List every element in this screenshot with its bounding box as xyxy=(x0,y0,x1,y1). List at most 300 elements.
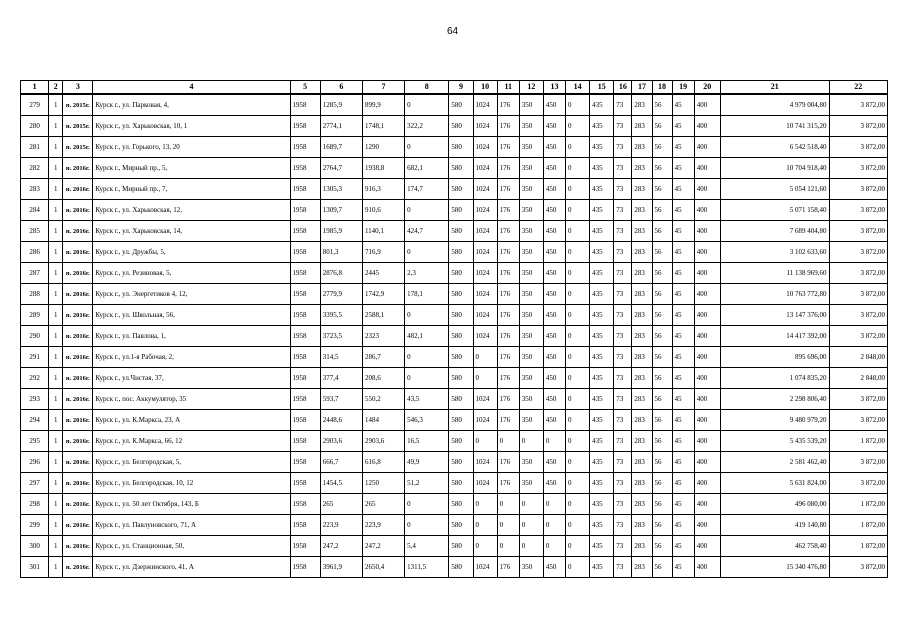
table-cell: н. 2016г. xyxy=(63,263,93,284)
table-cell: 3 872,00 xyxy=(829,473,888,494)
table-row xyxy=(21,410,888,431)
column-header: 7 xyxy=(362,81,404,95)
table-cell: 56 xyxy=(652,536,672,557)
table-cell: 1958 xyxy=(290,326,320,347)
table-cell: Курск г., ул. Станционная, 50, xyxy=(93,536,290,557)
table-cell: н. 2016г. xyxy=(63,557,93,578)
table-cell: 580 xyxy=(449,515,473,536)
table-cell: Курск г., ул. Белгородская, 5, xyxy=(93,452,290,473)
table-cell: 73 xyxy=(614,158,632,179)
table-row xyxy=(21,431,888,452)
table-cell: 283 xyxy=(632,242,652,263)
table-cell: 0 xyxy=(543,494,565,515)
table-cell: н. 2016г. xyxy=(63,452,93,473)
table-cell: 0 xyxy=(566,557,590,578)
column-header: 16 xyxy=(614,81,632,95)
table-cell: 5 631 824,00 xyxy=(720,473,829,494)
table-cell: 296 xyxy=(21,452,49,473)
table-cell: 176 xyxy=(497,284,519,305)
table-cell: 435 xyxy=(590,221,614,242)
table-cell: 45 xyxy=(672,263,694,284)
table-cell: 1 xyxy=(49,221,63,242)
table-cell: 45 xyxy=(672,389,694,410)
table-cell: 1 872,00 xyxy=(829,515,888,536)
table-cell: н. 2016г. xyxy=(63,221,93,242)
table-cell: 49,9 xyxy=(405,452,449,473)
table-cell: 283 xyxy=(632,116,652,137)
table-cell: 400 xyxy=(694,200,720,221)
table-cell: 400 xyxy=(694,242,720,263)
table-cell: 1958 xyxy=(290,410,320,431)
table-cell: 400 xyxy=(694,116,720,137)
table-cell: 299 xyxy=(21,515,49,536)
table-cell: 43,5 xyxy=(405,389,449,410)
table-cell: Курск г., ул. Белгородская, 10, 12 xyxy=(93,473,290,494)
table-cell: 435 xyxy=(590,431,614,452)
table-cell: 1 xyxy=(49,368,63,389)
table-cell: 176 xyxy=(497,389,519,410)
table-cell: 283 xyxy=(632,410,652,431)
table-cell: 435 xyxy=(590,94,614,116)
table-cell: 580 xyxy=(449,347,473,368)
table-cell: 400 xyxy=(694,305,720,326)
table-cell: 350 xyxy=(519,473,543,494)
table-cell: Курск г., пос. Аккумулятор, 35 xyxy=(93,389,290,410)
table-cell: 1 xyxy=(49,389,63,410)
table-cell: 580 xyxy=(449,326,473,347)
table-cell: 4 979 004,80 xyxy=(720,94,829,116)
column-header: 18 xyxy=(652,81,672,95)
table-cell: 580 xyxy=(449,557,473,578)
table-cell: 0 xyxy=(566,389,590,410)
table-cell: 0 xyxy=(566,284,590,305)
column-header: 6 xyxy=(320,81,362,95)
table-cell: 56 xyxy=(652,221,672,242)
table-cell: 3961,9 xyxy=(320,557,362,578)
table-row xyxy=(21,347,888,368)
table-cell: 283 xyxy=(632,305,652,326)
table-cell: 0 xyxy=(473,536,497,557)
registry-table xyxy=(20,80,888,578)
table-cell: 450 xyxy=(543,326,565,347)
table-row xyxy=(21,305,888,326)
table-cell: 279 xyxy=(21,94,49,116)
table-cell: 176 xyxy=(497,221,519,242)
table-cell: 314,5 xyxy=(320,347,362,368)
table-cell: 73 xyxy=(614,536,632,557)
table-cell: 176 xyxy=(497,200,519,221)
table-row xyxy=(21,452,888,473)
table-cell: 56 xyxy=(652,452,672,473)
table-cell: Курск г., ул. Харьковская, 12, xyxy=(93,200,290,221)
table-cell: 580 xyxy=(449,200,473,221)
table-cell: 0 xyxy=(566,200,590,221)
table-cell: н. 2016г. xyxy=(63,347,93,368)
table-cell: 0 xyxy=(566,242,590,263)
table-cell: 73 xyxy=(614,179,632,200)
table-cell: 400 xyxy=(694,410,720,431)
table-cell: 176 xyxy=(497,158,519,179)
table-cell: 5 435 539,20 xyxy=(720,431,829,452)
table-cell: 283 xyxy=(632,94,652,116)
table-cell: 1985,9 xyxy=(320,221,362,242)
table-cell: 1958 xyxy=(290,515,320,536)
table-cell: 0 xyxy=(473,515,497,536)
table-cell: 1958 xyxy=(290,284,320,305)
table-cell: 45 xyxy=(672,431,694,452)
table-cell: 1 xyxy=(49,347,63,368)
table-cell: 1958 xyxy=(290,368,320,389)
table-cell: н. 2016г. xyxy=(63,179,93,200)
table-cell: 283 xyxy=(632,452,652,473)
table-cell: 45 xyxy=(672,557,694,578)
table-row xyxy=(21,494,888,515)
table-cell: 580 xyxy=(449,94,473,116)
table-cell: 1 872,00 xyxy=(829,494,888,515)
table-cell: 350 xyxy=(519,200,543,221)
column-header: 17 xyxy=(632,81,652,95)
table-cell: 176 xyxy=(497,305,519,326)
table-cell: 3 872,00 xyxy=(829,263,888,284)
table-cell: н. 2016г. xyxy=(63,536,93,557)
table-cell: 400 xyxy=(694,263,720,284)
table-cell: 288 xyxy=(21,284,49,305)
table-cell: 73 xyxy=(614,221,632,242)
table-cell: Курск г., ул. Харьковская, 10, 1 xyxy=(93,116,290,137)
table-cell: 1024 xyxy=(473,284,497,305)
table-cell: 1484 xyxy=(362,410,404,431)
table-cell: 293 xyxy=(21,389,49,410)
table-cell: 450 xyxy=(543,263,565,284)
table-cell: 247,2 xyxy=(362,536,404,557)
table-cell: 283 xyxy=(632,284,652,305)
table-cell: 3 872,00 xyxy=(829,242,888,263)
table-cell: 16,5 xyxy=(405,431,449,452)
table-cell: 350 xyxy=(519,410,543,431)
table-cell: 322,2 xyxy=(405,116,449,137)
table-cell: 350 xyxy=(519,263,543,284)
table-cell: 1024 xyxy=(473,473,497,494)
table-cell: 435 xyxy=(590,452,614,473)
table-row xyxy=(21,242,888,263)
table-cell: 435 xyxy=(590,137,614,158)
table-cell: 1 xyxy=(49,473,63,494)
table-cell: 580 xyxy=(449,389,473,410)
table-cell: 56 xyxy=(652,410,672,431)
table-cell: 616,8 xyxy=(362,452,404,473)
table-cell: 1 xyxy=(49,137,63,158)
table-cell: 3395,5 xyxy=(320,305,362,326)
table-cell: 287 xyxy=(21,263,49,284)
table-cell: 45 xyxy=(672,242,694,263)
table-cell: 2323 xyxy=(362,326,404,347)
table-cell: 0 xyxy=(405,368,449,389)
table-row xyxy=(21,326,888,347)
table-cell: 73 xyxy=(614,347,632,368)
column-header: 14 xyxy=(566,81,590,95)
table-cell: 377,4 xyxy=(320,368,362,389)
table-cell: 73 xyxy=(614,452,632,473)
table-cell: 45 xyxy=(672,94,694,116)
table-cell: 45 xyxy=(672,452,694,473)
column-header: 15 xyxy=(590,81,614,95)
table-cell: 0 xyxy=(566,368,590,389)
table-cell: 3 872,00 xyxy=(829,389,888,410)
table-cell: 10 763 772,80 xyxy=(720,284,829,305)
table-cell: 292 xyxy=(21,368,49,389)
table-cell: 801,3 xyxy=(320,242,362,263)
table-cell: 176 xyxy=(497,368,519,389)
table-cell: 1938,8 xyxy=(362,158,404,179)
table-cell: н. 2016г. xyxy=(63,515,93,536)
table-cell: 281 xyxy=(21,137,49,158)
table-cell: 176 xyxy=(497,326,519,347)
table-cell: 283 xyxy=(632,326,652,347)
table-cell: 56 xyxy=(652,94,672,116)
table-cell: 1 xyxy=(49,200,63,221)
table-cell: 283 xyxy=(632,557,652,578)
table-cell: 0 xyxy=(566,179,590,200)
table-cell: 51,2 xyxy=(405,473,449,494)
table-cell: 400 xyxy=(694,452,720,473)
table-cell: 176 xyxy=(497,179,519,200)
table-cell: 1024 xyxy=(473,221,497,242)
table-cell: н. 2016г. xyxy=(63,284,93,305)
table-cell: 283 xyxy=(632,536,652,557)
column-header: 1 xyxy=(21,81,49,95)
table-cell: 178,1 xyxy=(405,284,449,305)
table-cell: 1024 xyxy=(473,263,497,284)
table-cell: 283 xyxy=(632,179,652,200)
table-cell: 1285,9 xyxy=(320,94,362,116)
table-cell: 56 xyxy=(652,305,672,326)
column-header: 12 xyxy=(519,81,543,95)
column-header: 10 xyxy=(473,81,497,95)
table-cell: 2,3 xyxy=(405,263,449,284)
column-header: 2 xyxy=(49,81,63,95)
table-row xyxy=(21,557,888,578)
table-cell: 1958 xyxy=(290,473,320,494)
table-cell: 0 xyxy=(519,494,543,515)
table-cell: 0 xyxy=(566,494,590,515)
table-cell: 450 xyxy=(543,389,565,410)
table-cell: 176 xyxy=(497,94,519,116)
table-cell: 11 138 969,60 xyxy=(720,263,829,284)
table-cell: 1958 xyxy=(290,557,320,578)
table-cell: 1 xyxy=(49,94,63,116)
table-row xyxy=(21,116,888,137)
table-row xyxy=(21,284,888,305)
table-cell: 350 xyxy=(519,557,543,578)
table-cell: 45 xyxy=(672,305,694,326)
table-cell: 1 xyxy=(49,263,63,284)
table-cell: 1958 xyxy=(290,389,320,410)
table-cell: 350 xyxy=(519,326,543,347)
table-cell: 899,9 xyxy=(362,94,404,116)
table-cell: 45 xyxy=(672,116,694,137)
table-cell: 45 xyxy=(672,368,694,389)
table-cell: 45 xyxy=(672,200,694,221)
table-cell: 45 xyxy=(672,347,694,368)
table-cell: 1024 xyxy=(473,200,497,221)
table-cell: 1 xyxy=(49,242,63,263)
table-cell: 666,7 xyxy=(320,452,362,473)
table-cell: 2588,1 xyxy=(362,305,404,326)
table-cell: 435 xyxy=(590,179,614,200)
table-cell: 283 xyxy=(632,137,652,158)
table-cell: 73 xyxy=(614,284,632,305)
table-cell: 3 872,00 xyxy=(829,116,888,137)
table-cell: 73 xyxy=(614,200,632,221)
table-cell: 176 xyxy=(497,473,519,494)
table-cell: 419 140,80 xyxy=(720,515,829,536)
table-cell: 462 758,40 xyxy=(720,536,829,557)
table-cell: н. 2016г. xyxy=(63,473,93,494)
table-cell: 1 872,00 xyxy=(829,431,888,452)
table-cell: 1689,7 xyxy=(320,137,362,158)
column-header: 11 xyxy=(497,81,519,95)
table-cell: 1 xyxy=(49,116,63,137)
table-cell: 400 xyxy=(694,389,720,410)
table-cell: 1958 xyxy=(290,221,320,242)
table-cell: 176 xyxy=(497,116,519,137)
table-cell: 265 xyxy=(362,494,404,515)
table-cell: 350 xyxy=(519,158,543,179)
table-cell: 73 xyxy=(614,305,632,326)
table-cell: 14 417 392,00 xyxy=(720,326,829,347)
column-header: 4 xyxy=(93,81,290,95)
table-cell: 0 xyxy=(473,431,497,452)
table-cell: 73 xyxy=(614,137,632,158)
table-cell: 73 xyxy=(614,368,632,389)
table-cell: 1 xyxy=(49,515,63,536)
table-cell: 223,9 xyxy=(362,515,404,536)
table-cell: 350 xyxy=(519,368,543,389)
table-cell: 1140,1 xyxy=(362,221,404,242)
table-cell: 56 xyxy=(652,116,672,137)
table-cell: 1 xyxy=(49,284,63,305)
table-cell: 450 xyxy=(543,116,565,137)
table-cell: 1 xyxy=(49,305,63,326)
table-cell: 3 872,00 xyxy=(829,557,888,578)
table-cell: 593,7 xyxy=(320,389,362,410)
table-cell: 56 xyxy=(652,263,672,284)
table-cell: 1024 xyxy=(473,410,497,431)
table-cell: 0 xyxy=(519,515,543,536)
table-cell: 580 xyxy=(449,221,473,242)
table-cell: 0 xyxy=(497,536,519,557)
table-cell: 223,9 xyxy=(320,515,362,536)
table-cell: 0 xyxy=(543,536,565,557)
table-cell: 73 xyxy=(614,431,632,452)
table-cell: 283 xyxy=(632,200,652,221)
table-cell: 424,7 xyxy=(405,221,449,242)
table-cell: н. 2016г. xyxy=(63,305,93,326)
table-cell: 0 xyxy=(405,347,449,368)
table-cell: 3 872,00 xyxy=(829,305,888,326)
table-cell: 56 xyxy=(652,557,672,578)
table-cell: 9 480 979,20 xyxy=(720,410,829,431)
table-cell: 400 xyxy=(694,536,720,557)
column-header: 3 xyxy=(63,81,93,95)
table-cell: 283 xyxy=(632,473,652,494)
table-cell: 73 xyxy=(614,494,632,515)
table-cell: 450 xyxy=(543,284,565,305)
table-cell: 1958 xyxy=(290,536,320,557)
table-cell: 435 xyxy=(590,305,614,326)
table-cell: 435 xyxy=(590,347,614,368)
table-cell: Курск г., ул.Чистая, 37, xyxy=(93,368,290,389)
table-cell: 350 xyxy=(519,116,543,137)
table-cell: 1309,7 xyxy=(320,200,362,221)
table-cell: 1958 xyxy=(290,347,320,368)
table-cell: 0 xyxy=(405,242,449,263)
table-cell: 580 xyxy=(449,116,473,137)
table-cell: 3 102 633,60 xyxy=(720,242,829,263)
table-row xyxy=(21,536,888,557)
table-cell: 1958 xyxy=(290,200,320,221)
table-cell: 3 872,00 xyxy=(829,452,888,473)
table-cell: 176 xyxy=(497,137,519,158)
table-cell: 3 872,00 xyxy=(829,94,888,116)
table-cell: 450 xyxy=(543,347,565,368)
table-cell: 435 xyxy=(590,473,614,494)
table-cell: н. 2016г. xyxy=(63,431,93,452)
table-cell: 2903,6 xyxy=(362,431,404,452)
table-cell: 435 xyxy=(590,515,614,536)
table-cell: 208,6 xyxy=(362,368,404,389)
table-cell: 0 xyxy=(473,368,497,389)
table-cell: 0 xyxy=(566,158,590,179)
table-cell: 400 xyxy=(694,326,720,347)
table-cell: 400 xyxy=(694,158,720,179)
table-row xyxy=(21,158,888,179)
table-cell: 0 xyxy=(519,536,543,557)
table-cell: 283 xyxy=(21,179,49,200)
table-cell: Курск г., ул. 50 лет Октября, 143, Б xyxy=(93,494,290,515)
table-cell: 2764,7 xyxy=(320,158,362,179)
table-cell: Курск г., ул.1-я Рабочая, 2, xyxy=(93,347,290,368)
table-cell: 546,3 xyxy=(405,410,449,431)
table-cell: 435 xyxy=(590,200,614,221)
table-cell: 297 xyxy=(21,473,49,494)
table-cell: 56 xyxy=(652,494,672,515)
table-cell: 56 xyxy=(652,347,672,368)
table-cell: н. 2016г. xyxy=(63,389,93,410)
table-cell: 0 xyxy=(543,431,565,452)
table-cell: 0 xyxy=(566,431,590,452)
table-cell: 400 xyxy=(694,515,720,536)
table-cell: 45 xyxy=(672,515,694,536)
table-cell: 435 xyxy=(590,326,614,347)
table-cell: 280 xyxy=(21,116,49,137)
table-cell: 1024 xyxy=(473,94,497,116)
table-cell: 283 xyxy=(632,431,652,452)
table-cell: 298 xyxy=(21,494,49,515)
table-cell: 1 xyxy=(49,557,63,578)
table-cell: 5 071 158,40 xyxy=(720,200,829,221)
table-cell: 0 xyxy=(566,263,590,284)
table-cell: 350 xyxy=(519,221,543,242)
table-cell: Курск г., ул. Павлова, 1, xyxy=(93,326,290,347)
table-cell: 0 xyxy=(405,137,449,158)
table-cell: 301 xyxy=(21,557,49,578)
column-header: 21 xyxy=(720,81,829,95)
table-cell: 45 xyxy=(672,137,694,158)
table-cell: 350 xyxy=(519,305,543,326)
table-cell: 1958 xyxy=(290,494,320,515)
table-cell: 0 xyxy=(519,431,543,452)
